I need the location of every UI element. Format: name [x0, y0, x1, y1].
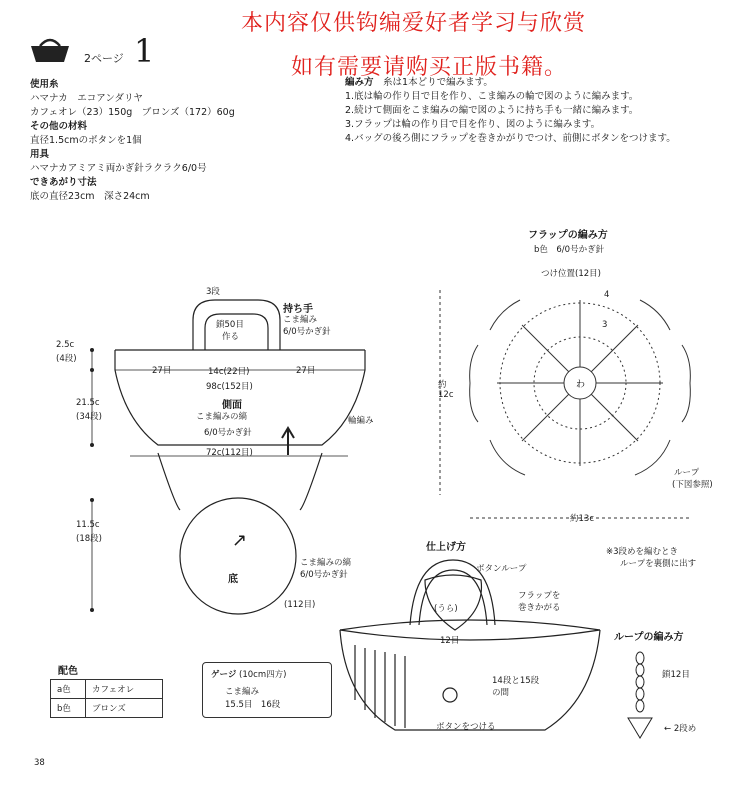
flap-note2: 巻きかがる [518, 603, 561, 613]
tools-heading: 用具 [30, 149, 50, 160]
left-27: 27目 [152, 366, 172, 376]
instruction-step: 3.フラップは輪の作り目で目を作り、図のように編みます。 [345, 119, 601, 130]
base-count: (112目) [284, 600, 316, 610]
watermark-line1: 本内容仅供钩编爱好者学习与欣赏 [241, 11, 587, 36]
flap-title: フラップの編み方 [528, 230, 608, 241]
loop-chain-diagram [620, 650, 660, 745]
color-table [50, 679, 163, 718]
rim-label: 2.5c [56, 340, 75, 350]
flap-height-label: 約 [438, 380, 447, 390]
bag-icon [28, 36, 72, 64]
yarn-heading: 使用糸 [30, 79, 59, 90]
twelve-label: 12目 [440, 636, 460, 646]
button-attach-label: ボタンをつける [436, 722, 496, 732]
gauge-box [202, 662, 332, 718]
page-ref-label: 2ページ [84, 52, 124, 65]
bottom-width: 72c(112目) [206, 448, 253, 458]
row3-label: 3 [602, 320, 608, 330]
base-hook: 6/0号かぎ針 [300, 570, 348, 580]
base-rows: (18段) [76, 534, 102, 544]
other-heading: その他の材料 [30, 121, 88, 132]
side-hook: 6/0号かぎ針 [204, 428, 252, 438]
flap-attach: つけ位置(12目) [541, 269, 601, 279]
color-value: ブロンズ [86, 699, 163, 718]
gauge-stitch: こま編み [225, 687, 260, 697]
chain-make: 作る [222, 332, 240, 342]
color-key: b色 [51, 699, 86, 718]
between-label1: 14段と15段 [492, 676, 540, 686]
note-line2: ループを裏側に出す [620, 559, 697, 569]
color-key: a色 [51, 680, 86, 699]
size-heading: できあがり寸法 [30, 177, 97, 188]
table-row [51, 699, 163, 718]
loop-chain: 鎖12目 [662, 670, 690, 680]
instructions-note: 糸は1本どりで編みます。 [383, 77, 493, 88]
instruction-step: 4.バッグの後ろ側にフラップを巻きかがりでつけ、前側にボタンをつけます。 [345, 133, 676, 144]
note-line1: ※3段めを編むとき [606, 547, 679, 557]
handle-rows: 3段 [206, 287, 220, 297]
finishing-title: 仕上げ方 [426, 542, 466, 553]
other-detail: 直径1.5cmのボタンを1個 [30, 135, 142, 146]
yarn-brand: ハマナカ エコアンダリヤ [30, 93, 143, 104]
gauge-unit: (10cm四方) [239, 670, 287, 680]
loop-title: ループの編み方 [614, 632, 684, 643]
base-title: 底 [228, 574, 238, 585]
handle-stitch: こま編み [283, 315, 318, 325]
flap-loop-ref: (下図参照) [672, 480, 713, 490]
gauge-title: ゲージ [211, 670, 237, 680]
instructions-heading: 編み方 [345, 77, 374, 88]
right-27: 27目 [296, 366, 316, 376]
loop-row2: ← 2段め [664, 724, 697, 734]
flap-note1: フラップを [518, 591, 561, 601]
handle-title: 持ち手 [283, 304, 313, 315]
side-rows: (34段) [76, 412, 102, 422]
instruction-step: 2.続けて側面をこま編みの編で図のように持ち手も一緒に編みます。 [345, 105, 639, 116]
tools-detail: ハマナカアミアミ両かぎ針ラクラク6/0号 [30, 163, 207, 174]
chain-count: 鎖50目 [216, 320, 244, 330]
materials-block [30, 78, 235, 204]
flap-height-value: 12c [438, 390, 454, 400]
handle-hook: 6/0号かぎ針 [283, 327, 331, 337]
between-label2: の間 [492, 688, 510, 698]
mid-14: 14c(22目) [208, 367, 250, 377]
yarn-detail: カフェオレ（23）150g ブロンズ（172）60g [30, 107, 235, 118]
page-ref-number: 1 [134, 32, 155, 70]
watermark-line2: 如有需要请购买正版书籍。 [291, 55, 568, 80]
instruction-step: 1.底は輪の作り目で目を作り、こま編みの輪で図のように編みます。 [345, 91, 639, 102]
table-row [51, 680, 163, 699]
flap-stitch-chart [430, 270, 730, 530]
svg-text:わ: わ [576, 380, 586, 390]
size-detail: 底の直径23cm 深さ24cm [30, 191, 150, 202]
gauge-values: 15.5目 16段 [225, 700, 281, 710]
base-arrow-icon: ↗ [232, 530, 248, 551]
color-value: カフェオレ [86, 680, 163, 699]
back-label: (うら) [434, 604, 458, 614]
page-number: 38 [34, 758, 45, 768]
color-heading: 配色 [58, 666, 78, 677]
side-height: 21.5c [76, 398, 100, 408]
base-stitch: こま編みの縞 [300, 558, 352, 568]
base-height: 11.5c [76, 520, 100, 530]
row4-label: 4 [604, 290, 610, 300]
side-title: 側面 [222, 400, 242, 411]
button-loop-label: ボタンループ [476, 564, 527, 574]
flap-width: 約13c [570, 514, 594, 524]
base-left-guide [158, 453, 180, 510]
rim-rows: (4段) [56, 354, 77, 364]
instructions-block [345, 76, 745, 146]
top-width: 98c(152目) [206, 382, 253, 392]
flap-subtitle: b色 6/0号かぎ針 [534, 245, 605, 255]
flap-loop: ループ [674, 468, 700, 478]
base-circle [180, 498, 296, 614]
side-stitch: こま編みの縞 [196, 412, 248, 422]
ring-label: 輪編み [348, 416, 374, 426]
